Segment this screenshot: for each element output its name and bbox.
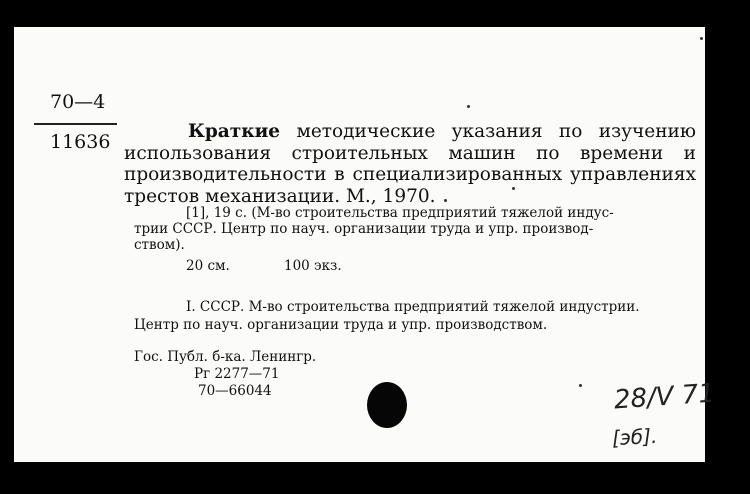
speck (444, 199, 447, 202)
speck (700, 37, 703, 40)
speck (467, 105, 470, 108)
format-size: 20 см. (186, 258, 230, 274)
classification-top: 70—4 (50, 91, 106, 113)
title-lead: Краткие (188, 121, 281, 142)
details-line-1: [1], 19 с. (М-во строительства предприятий тяжелой индус- (186, 205, 614, 221)
card-title (124, 121, 696, 207)
catalog-card (14, 27, 716, 462)
speck (579, 384, 582, 387)
classification-divider (34, 123, 117, 125)
speck (512, 187, 515, 190)
details-line-3: ством). (134, 237, 185, 253)
title-rest: методические указания по изучению использования строительных машин по времени и производительности в специализированных управлениях трестов механизации. (124, 121, 696, 207)
library-name: Гос. Публ. б-ка. Ленингр. (134, 349, 317, 365)
handwritten-date: 28/V 71 (613, 378, 716, 416)
classification-bottom: 11636 (50, 131, 111, 153)
subject-line-2: Центр по науч. организации труда и упр. производством. (134, 317, 548, 333)
details-line-2: трии СССР. Центр по науч. организации труда и упр. производ- (134, 221, 594, 237)
subject-line-1: I. СССР. М-во строительства предприятий тяжелой индустрии. (186, 299, 640, 315)
accession-number: 70—66044 (198, 383, 272, 399)
ink-blot (367, 382, 407, 428)
copies-count: 100 экз. (284, 258, 342, 274)
library-rg-number: Рг 2277—71 (194, 366, 280, 382)
handwritten-mark: [эб]. (611, 423, 658, 451)
title-place-year: М., 1970. (345, 185, 436, 207)
